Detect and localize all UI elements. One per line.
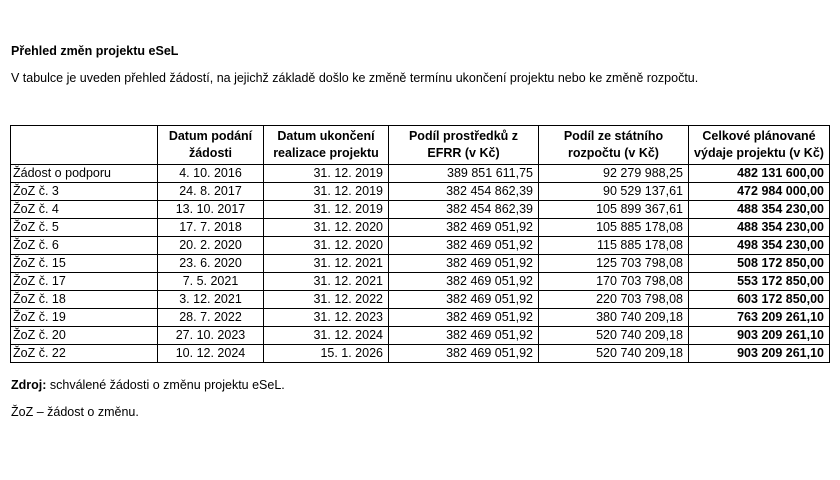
cell-efrr-share: 382 469 051,92 (389, 237, 539, 255)
cell-end-date: 15. 1. 2026 (264, 345, 389, 363)
cell-total-expenses: 903 209 261,10 (689, 345, 830, 363)
cell-row-name: ŽoZ č. 20 (11, 327, 158, 345)
cell-submission-date: 28. 7. 2022 (158, 309, 264, 327)
cell-end-date: 31. 12. 2019 (264, 183, 389, 201)
cell-total-expenses: 472 984 000,00 (689, 183, 830, 201)
cell-state-budget-share: 380 740 209,18 (539, 309, 689, 327)
cell-efrr-share: 382 469 051,92 (389, 273, 539, 291)
cell-row-name: ŽoZ č. 5 (11, 219, 158, 237)
cell-submission-date: 23. 6. 2020 (158, 255, 264, 273)
cell-state-budget-share: 115 885 178,08 (539, 237, 689, 255)
cell-submission-date: 17. 7. 2018 (158, 219, 264, 237)
cell-submission-date: 20. 2. 2020 (158, 237, 264, 255)
header-state-budget-share: Podíl ze státního rozpočtu (v Kč) (539, 126, 689, 165)
header-end-date: Datum ukončení realizace projektu (264, 126, 389, 165)
document-title: Přehled změn projektu eSeL (11, 44, 179, 58)
cell-end-date: 31. 12. 2020 (264, 219, 389, 237)
cell-row-name: ŽoZ č. 15 (11, 255, 158, 273)
cell-end-date: 31. 12. 2021 (264, 255, 389, 273)
table-row (11, 255, 830, 273)
intro-paragraph: V tabulce je uveden přehled žádostí, na jejichž základě došlo ke změně termínu ukončení projektu nebo ke změně rozpočtu. (11, 71, 699, 85)
cell-efrr-share: 382 469 051,92 (389, 255, 539, 273)
table-row (11, 345, 830, 363)
cell-row-name: ŽoZ č. 3 (11, 183, 158, 201)
cell-submission-date: 13. 10. 2017 (158, 201, 264, 219)
source-text: schválené žádosti o změnu projektu eSeL. (46, 378, 285, 392)
cell-total-expenses: 763 209 261,10 (689, 309, 830, 327)
cell-efrr-share: 382 469 051,92 (389, 345, 539, 363)
cell-efrr-share: 382 454 862,39 (389, 183, 539, 201)
cell-submission-date: 3. 12. 2021 (158, 291, 264, 309)
table-row (11, 237, 830, 255)
table-row (11, 183, 830, 201)
cell-end-date: 31. 12. 2023 (264, 309, 389, 327)
cell-efrr-share: 382 454 862,39 (389, 201, 539, 219)
header-empty (11, 126, 158, 165)
cell-submission-date: 10. 12. 2024 (158, 345, 264, 363)
cell-state-budget-share: 105 885 178,08 (539, 219, 689, 237)
cell-row-name: ŽoZ č. 6 (11, 237, 158, 255)
table-body (11, 165, 830, 363)
cell-state-budget-share: 220 703 798,08 (539, 291, 689, 309)
cell-state-budget-share: 520 740 209,18 (539, 327, 689, 345)
cell-total-expenses: 488 354 230,00 (689, 201, 830, 219)
table-row (11, 219, 830, 237)
cell-end-date: 31. 12. 2019 (264, 201, 389, 219)
cell-total-expenses: 603 172 850,00 (689, 291, 830, 309)
header-submission-date: Datum podání žádosti (158, 126, 264, 165)
cell-total-expenses: 488 354 230,00 (689, 219, 830, 237)
cell-row-name: ŽoZ č. 18 (11, 291, 158, 309)
cell-efrr-share: 382 469 051,92 (389, 309, 539, 327)
cell-efrr-share: 382 469 051,92 (389, 291, 539, 309)
cell-state-budget-share: 520 740 209,18 (539, 345, 689, 363)
cell-efrr-share: 382 469 051,92 (389, 327, 539, 345)
header-total-expenses: Celkové plánované výdaje projektu (v Kč) (689, 126, 830, 165)
table-header-row (11, 126, 830, 165)
header-efrr-share: Podíl prostředků z EFRR (v Kč) (389, 126, 539, 165)
abbreviation-note: ŽoZ – žádost o změnu. (11, 405, 139, 419)
cell-row-name: ŽoZ č. 17 (11, 273, 158, 291)
cell-total-expenses: 903 209 261,10 (689, 327, 830, 345)
cell-total-expenses: 553 172 850,00 (689, 273, 830, 291)
table-row (11, 273, 830, 291)
cell-total-expenses: 498 354 230,00 (689, 237, 830, 255)
table-row (11, 165, 830, 183)
project-changes-table (10, 125, 830, 363)
cell-state-budget-share: 125 703 798,08 (539, 255, 689, 273)
cell-total-expenses: 508 172 850,00 (689, 255, 830, 273)
cell-submission-date: 7. 5. 2021 (158, 273, 264, 291)
cell-submission-date: 4. 10. 2016 (158, 165, 264, 183)
cell-row-name: ŽoZ č. 19 (11, 309, 158, 327)
table-row (11, 291, 830, 309)
cell-end-date: 31. 12. 2019 (264, 165, 389, 183)
cell-state-budget-share: 90 529 137,61 (539, 183, 689, 201)
cell-end-date: 31. 12. 2020 (264, 237, 389, 255)
cell-submission-date: 27. 10. 2023 (158, 327, 264, 345)
cell-end-date: 31. 12. 2024 (264, 327, 389, 345)
cell-row-name: ŽoZ č. 4 (11, 201, 158, 219)
cell-row-name: Žádost o podporu (11, 165, 158, 183)
cell-state-budget-share: 92 279 988,25 (539, 165, 689, 183)
cell-end-date: 31. 12. 2021 (264, 273, 389, 291)
table-row (11, 327, 830, 345)
source-note (11, 378, 285, 392)
cell-row-name: ŽoZ č. 22 (11, 345, 158, 363)
cell-state-budget-share: 170 703 798,08 (539, 273, 689, 291)
cell-total-expenses: 482 131 600,00 (689, 165, 830, 183)
source-label: Zdroj: (11, 378, 47, 392)
table-row (11, 309, 830, 327)
cell-submission-date: 24. 8. 2017 (158, 183, 264, 201)
cell-efrr-share: 389 851 611,75 (389, 165, 539, 183)
cell-state-budget-share: 105 899 367,61 (539, 201, 689, 219)
cell-end-date: 31. 12. 2022 (264, 291, 389, 309)
table-row (11, 201, 830, 219)
cell-efrr-share: 382 469 051,92 (389, 219, 539, 237)
